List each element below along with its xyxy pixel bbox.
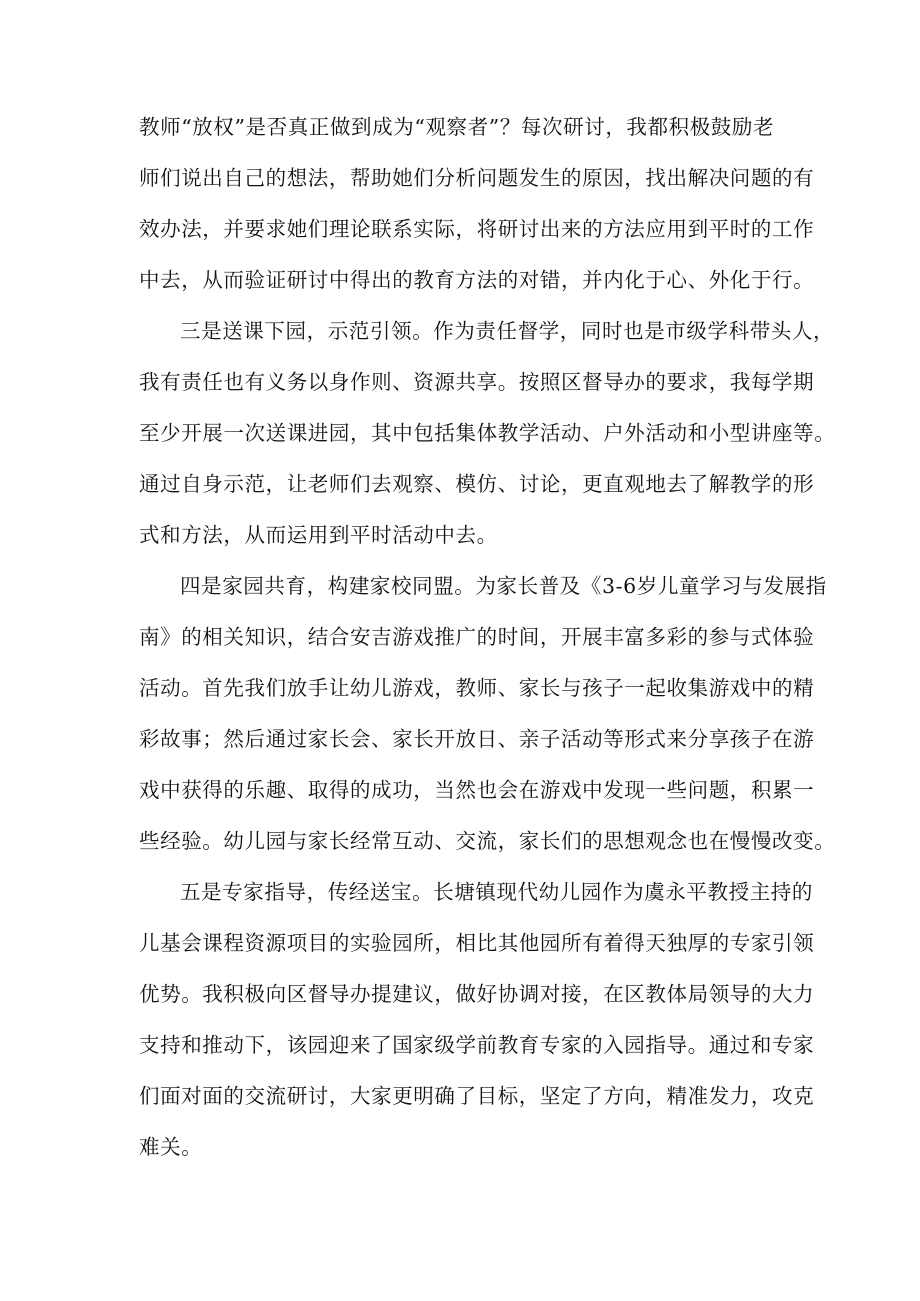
- text-line: 效办法，并要求她们理论联系实际，将研讨出来的方法应用到平时的工作: [139, 217, 815, 241]
- text-line: 们面对面的交流研讨，大家更明确了目标，坚定了方向，精准发力，攻克: [139, 1084, 815, 1108]
- paragraph-start-line: 五是专家指导，传经送宝。长塘镇现代幼儿园作为虞永平教授主持的: [180, 880, 813, 904]
- paragraph-start-line: 四是家园共育，构建家校同盟。为家长普及《3-6岁儿童学习与发展指: [180, 574, 827, 598]
- text-line: 教师“放权”是否真正做到成为“观察者”？每次研讨，我都积极鼓励老: [139, 115, 775, 139]
- text-line: 式和方法，从而运用到平时活动中去。: [139, 523, 498, 547]
- text-line: 戏中获得的乐趣、取得的成功，当然也会在游戏中发现一些问题，积累一: [139, 778, 815, 802]
- paragraph-start-line: 三是送课下园，示范引领。作为责任督学，同时也是市级学科带头人，: [180, 319, 835, 343]
- text-line: 活动。首先我们放手让幼儿游戏，教师、家长与孩子一起收集游戏中的精: [139, 676, 815, 700]
- text-line: 优势。我积极向区督导办提建议，做好协调对接，在区教体局领导的大力: [139, 982, 815, 1006]
- text-line: 些经验。幼儿园与家长经常互动、交流，家长们的思想观念也在慢慢改变。: [139, 829, 836, 853]
- text-line: 通过自身示范，让老师们去观察、模仿、讨论，更直观地去了解教学的形: [139, 472, 815, 496]
- text-line: 支持和推动下，该园迎来了国家级学前教育专家的入园指导。通过和专家: [139, 1033, 815, 1057]
- text-line: 彩故事；然后通过家长会、家长开放日、亲子活动等形式来分享孩子在游: [139, 727, 815, 751]
- text-line: 至少开展一次送课进园，其中包括集体教学活动、户外活动和小型讲座等。: [139, 421, 836, 445]
- text-line: 中去，从而验证研讨中得出的教育方法的对错，并内化于心、外化于行。: [139, 268, 815, 292]
- text-line: 南》的相关知识，结合安吉游戏推广的时间，开展丰富多彩的参与式体验: [139, 625, 815, 649]
- text-line: 儿基会课程资源项目的实验园所，相比其他园所有着得天独厚的专家引领: [139, 931, 815, 955]
- text-line: 师们说出自己的想法，帮助她们分析问题发生的原因，找出解决问题的有: [139, 166, 815, 190]
- text-line: 难关。: [139, 1135, 203, 1159]
- text-line: 我有责任也有义务以身作则、资源共享。按照区督导办的要求，我每学期: [139, 370, 815, 394]
